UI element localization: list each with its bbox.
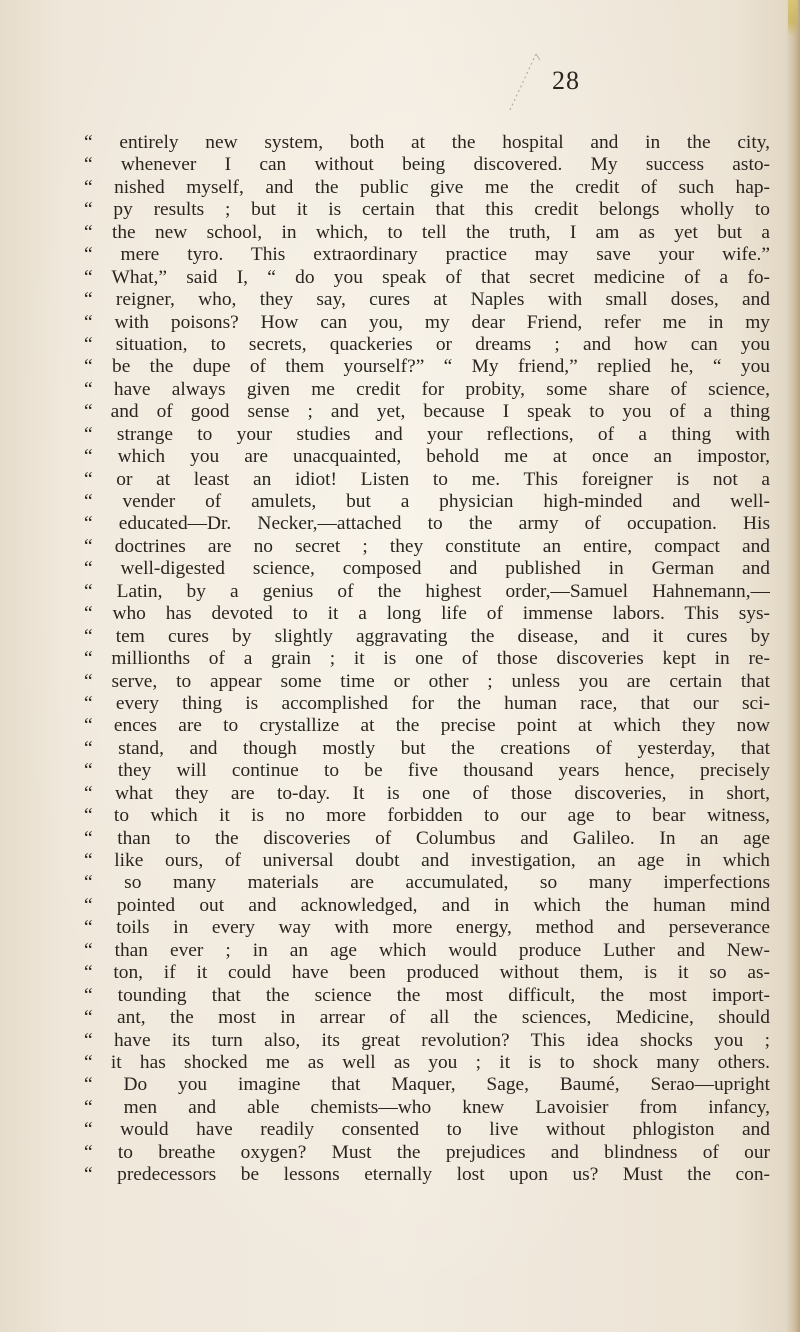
text-line: “ which you are unacquainted, behold me at once an impostor, bbox=[84, 446, 770, 468]
text-line: “ with poisons? How can you, my dear Friend, refer me in my bbox=[84, 311, 770, 333]
text-line: “ would have readily consented to live without phlogiston and bbox=[84, 1119, 770, 1141]
text-line: “ men and able chemists—who knew Lavoisier from infancy, bbox=[84, 1096, 770, 1118]
text-line: “ or at least an idiot! Listen to me. This foreigner is not a bbox=[84, 468, 770, 490]
text-line: “ what they are to-day. It is one of those discoveries, in short, bbox=[84, 782, 770, 804]
text-line: “ serve, to appear some time or other ; unless you are certain that bbox=[84, 670, 770, 692]
text-line: “ like ours, of universal doubt and investigation, an age in which bbox=[84, 850, 770, 871]
text-line: “ reigner, who, they say, cures at Naples with small doses, and bbox=[84, 289, 770, 311]
text-line: “ What,” said I, “ do you speak of that secret medicine of a fo- bbox=[84, 266, 770, 288]
text-line: “ every thing is accomplished for the human race, that our sci- bbox=[84, 692, 770, 714]
text-line: “ well-digested science, composed and published in German and bbox=[84, 558, 770, 580]
text-line: “ vender of amulets, but a physician high-minded and well- bbox=[84, 491, 770, 512]
text-line: “ the new school, in which, to tell the truth, I am as yet but a bbox=[84, 221, 770, 243]
text-line: “ than to the discoveries of Columbus and Galileo. In an age bbox=[84, 827, 770, 849]
text-line: “ ences are to crystallize at the precise point at which they now bbox=[84, 715, 770, 737]
text-line: “ Do you imagine that Maquer, Sage, Baumé, Serao—upright bbox=[84, 1074, 770, 1096]
text-line: “ doctrines are no secret ; they constitute an entire, compact and bbox=[84, 535, 770, 557]
page-edge-shadow bbox=[786, 0, 800, 1332]
text-line: “ toils in every way with more energy, method and perseverance bbox=[84, 917, 770, 939]
text-line: “ have always given me credit for probity, some share of science, bbox=[84, 378, 770, 400]
text-line: “ so many materials are accumulated, so many imperfections bbox=[84, 872, 770, 894]
text-line: “ and of good sense ; and yet, because I speak to you of a thing bbox=[84, 401, 770, 423]
text-line: “ mere tyro. This extraordinary practice may save your wife.” bbox=[84, 244, 770, 266]
text-line: “ strange to your studies and your reflections, of a thing with bbox=[84, 423, 770, 445]
text-line: “ it has shocked me as well as you ; it is to shock many others. bbox=[84, 1051, 770, 1073]
text-line: “ Latin, by a genius of the highest order,—Samuel Hahnemann,— bbox=[84, 580, 770, 602]
body-text bbox=[84, 132, 770, 1187]
text-line: “ predecessors be lessons eternally lost upon us? Must the con- bbox=[84, 1164, 770, 1186]
text-line: “ millionths of a grain ; it is one of those discoveries kept in re- bbox=[84, 648, 770, 670]
text-line: “ entirely new system, both at the hospital and in the city, bbox=[84, 132, 770, 153]
text-line: “ whenever I can without being discovered. My success asto- bbox=[84, 154, 770, 176]
text-line: “ py results ; but it is certain that this credit belongs wholly to bbox=[84, 199, 770, 221]
text-line: “ they will continue to be five thousand years hence, precisely bbox=[84, 760, 770, 782]
text-line: “ nished myself, and the public give me the credit of such hap- bbox=[84, 176, 770, 198]
text-line: “ have its turn also, its great revolution? This idea shocks you ; bbox=[84, 1029, 770, 1051]
text-line: “ tounding that the science the most difficult, the most import- bbox=[84, 984, 770, 1006]
text-line: “ than ever ; in an age which would produce Luther and New- bbox=[84, 939, 770, 961]
text-line: “ stand, and though mostly but the creations of yesterday, that bbox=[84, 737, 770, 759]
text-line: “ be the dupe of them yourself?” “ My friend,” replied he, “ you bbox=[84, 356, 770, 378]
text-line: “ to breathe oxygen? Must the prejudices and blindness of our bbox=[84, 1141, 770, 1163]
text-line: “ to which it is no more forbidden to our age to bear witness, bbox=[84, 805, 770, 827]
text-line: “ who has devoted to it a long life of immense labors. This sys- bbox=[84, 603, 770, 625]
text-line: “ tem cures by slightly aggravating the disease, and it cures by bbox=[84, 625, 770, 647]
corner-tab-mark bbox=[788, 0, 798, 36]
text-line: “ ant, the most in arrear of all the sciences, Medicine, should bbox=[84, 1007, 770, 1029]
text-line: “ educated—Dr. Necker,—attached to the army of occupation. His bbox=[84, 513, 770, 535]
text-line: “ ton, if it could have been produced without them, is it so as- bbox=[84, 962, 770, 984]
page-number: 28 bbox=[552, 66, 580, 95]
text-line: “ pointed out and acknowledged, and in which the human mind bbox=[84, 894, 770, 916]
text-line: “ situation, to secrets, quackeries or dreams ; and how can you bbox=[84, 333, 770, 355]
